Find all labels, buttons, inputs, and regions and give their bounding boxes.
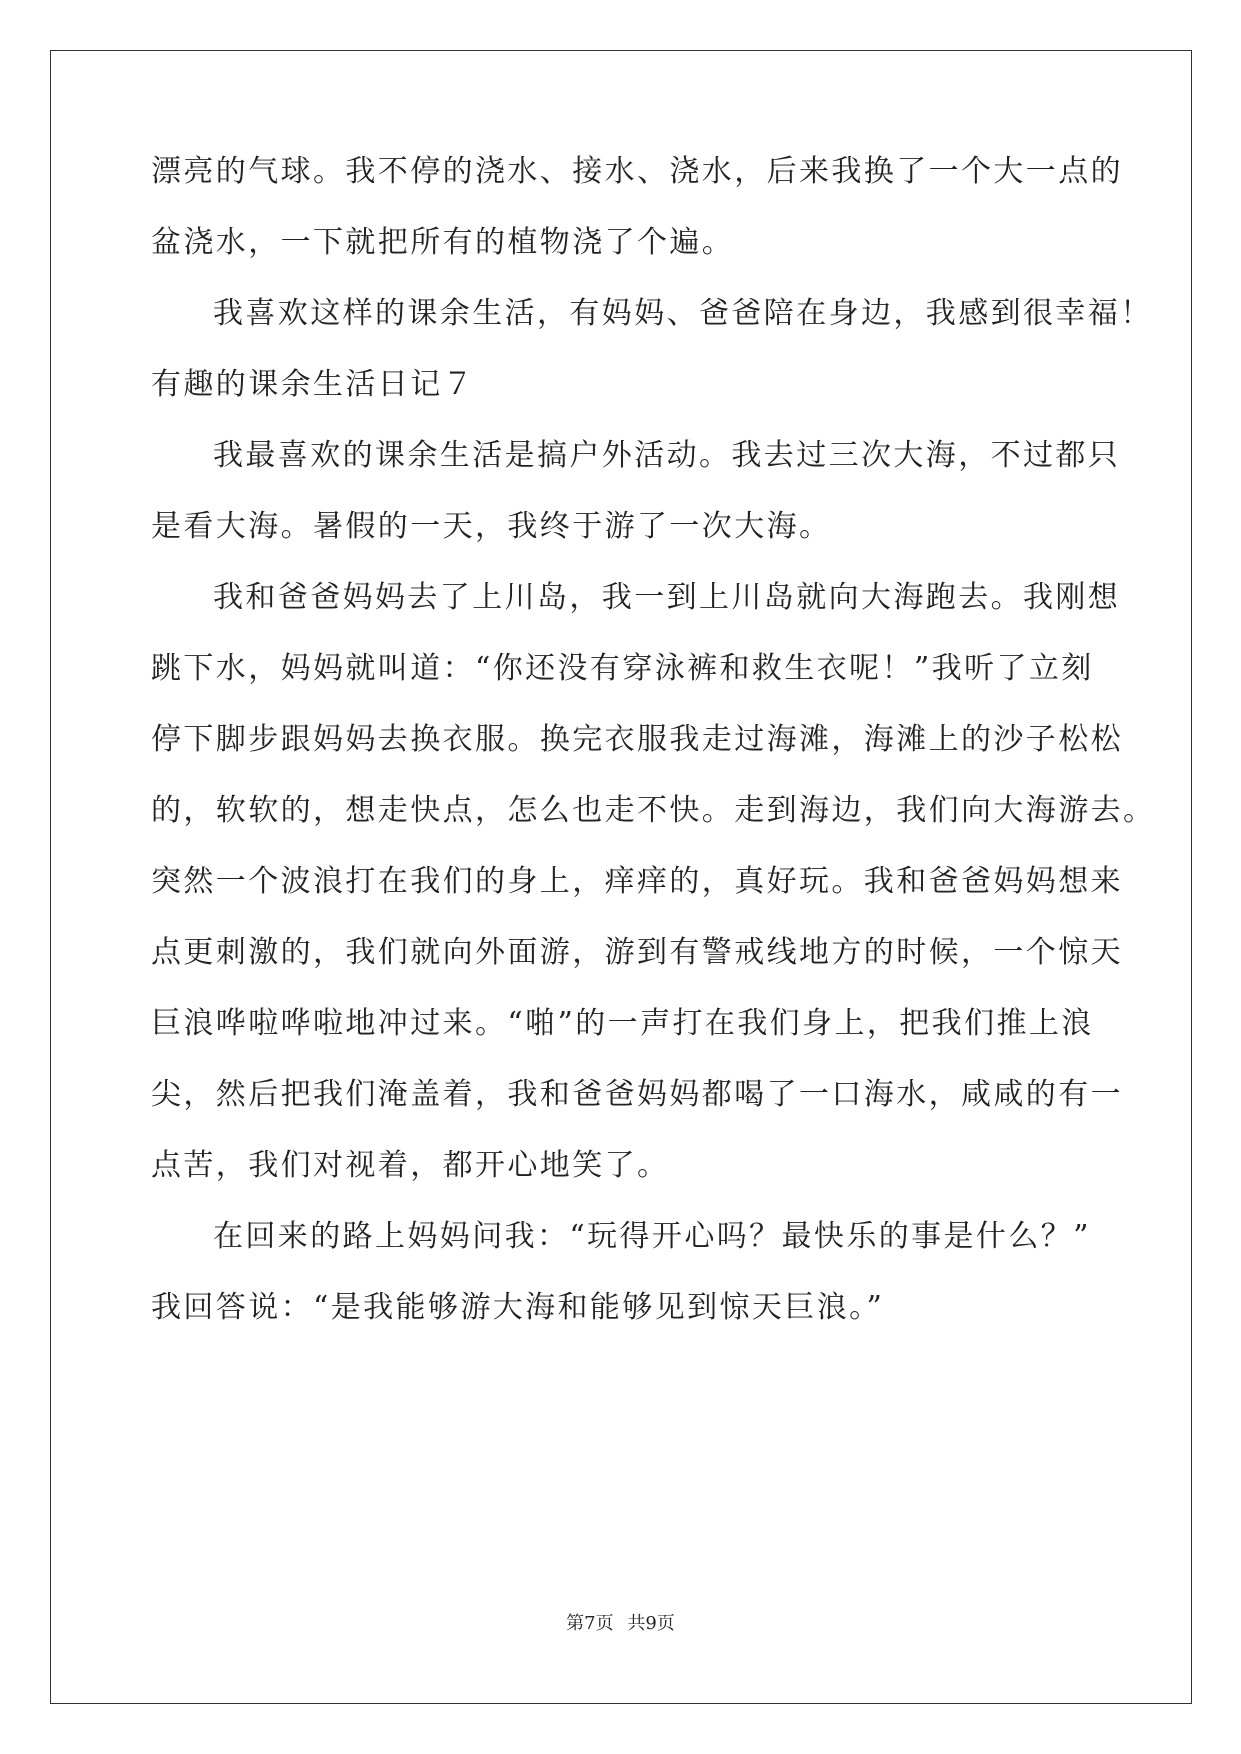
paragraph-line: 点更刺激的，我们就向外面游，游到有警戒线地方的时候，一个惊天 [151,935,1123,970]
page-number-current: 第7页 [566,1613,614,1634]
paragraph-line: 尖，然后把我们淹盖着，我和爸爸妈妈都喝了一口海水，咸咸的有一 [151,1077,1123,1112]
page-number-total: 共9页 [627,1613,675,1634]
paragraph-line: 我喜欢这样的课余生活，有妈妈、爸爸陪在身边，我感到很幸福！ [213,296,1153,331]
page-footer [0,1612,1241,1636]
paragraph-line: 点苦，我们对视着，都开心地笑了。 [151,1148,670,1183]
paragraph-line: 的，软软的，想走快点，怎么也走不快。走到海边，我们向大海游去。 [151,793,1156,828]
paragraph-line: 在回来的路上妈妈问我：“玩得开心吗？最快乐的事是什么？” [213,1219,1091,1254]
paragraph-line: 跳下水，妈妈就叫道：“你还没有穿泳裤和救生衣呢！”我听了立刻 [151,651,1094,686]
paragraph-line: 停下脚步跟妈妈去换衣服。换完衣服我走过海滩，海滩上的沙子松松 [151,722,1123,757]
paragraph-line: 我回答说：“是我能够游大海和能够见到惊天巨浪。” [151,1290,885,1325]
paragraph-line: 巨浪哗啦哗啦地冲过来。“啪”的一声打在我们身上，把我们推上浪 [151,1006,1094,1041]
paragraph-line: 盆浇水，一下就把所有的植物浇了个遍。 [151,225,735,260]
paragraph-line: 我最喜欢的课余生活是搞户外活动。我去过三次大海，不过都只 [213,438,1121,473]
paragraph-line: 我和爸爸妈妈去了上川岛，我一到上川岛就向大海跑去。我刚想 [213,580,1121,615]
section-heading: 有趣的课余生活日记７ [151,367,475,402]
paragraph-line: 是看大海。暑假的一天，我终于游了一次大海。 [151,509,832,544]
paragraph-line: 突然一个波浪打在我们的身上，痒痒的，真好玩。我和爸爸妈妈想来 [151,864,1123,899]
paragraph-line: 漂亮的气球。我不停的浇水、接水、浇水，后来我换了一个大一点的 [151,154,1123,189]
